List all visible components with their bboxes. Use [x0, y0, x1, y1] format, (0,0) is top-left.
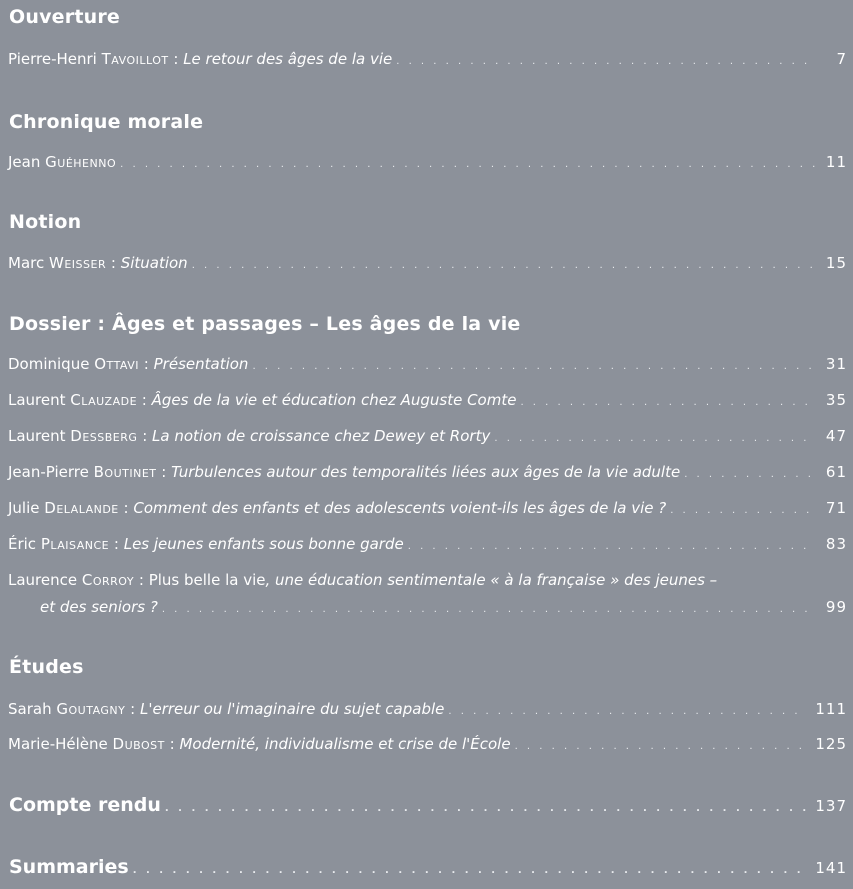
dot-leader — [494, 433, 815, 444]
dot-leader — [192, 260, 815, 271]
author-first-name: Julie — [8, 499, 40, 517]
dot-leader — [396, 56, 815, 67]
toc-entry[interactable]: Laurent Dessberg : La notion de croissance chez Dewey et Rorty . . . 47 — [8, 427, 847, 445]
toc-entry[interactable]: Jean-Pierre Boutinet : Turbulences autour des temporalités liées aux âges de la vie adulte . . . 61 — [8, 463, 847, 481]
toc-entry[interactable] — [40, 598, 847, 616]
author-last-name: Goutagny — [56, 700, 126, 718]
author-last-name: Ottavi — [94, 355, 140, 373]
toc-entry[interactable]: Sarah Goutagny : L'erreur ou l'imaginaire du sujet capable . . . 111 — [8, 700, 847, 718]
page-number: 61 — [825, 463, 847, 481]
dot-leader — [165, 803, 807, 814]
dot-leader — [670, 505, 815, 516]
article-title: Modernité, individualisme et crise de l'École — [179, 735, 511, 753]
author-first-name: Marc — [8, 254, 45, 272]
dot-leader — [120, 159, 815, 170]
author-last-name: Plaisance — [40, 535, 110, 553]
author-last-name: Corroy — [81, 571, 135, 589]
author-first-name: Jean — [8, 153, 41, 171]
page-number: 99 — [825, 598, 847, 616]
section-title-chronique-morale: Chronique morale — [9, 111, 204, 133]
toc-entry-compte-rendu[interactable] — [9, 794, 847, 816]
author-last-name: Boutinet — [93, 463, 157, 481]
toc-entry-summaries[interactable] — [9, 856, 847, 878]
article-title: Comment des enfants et des adolescents voient-ils les âges de la vie ? — [133, 499, 667, 517]
page-number: 83 — [825, 535, 847, 553]
page-number: 111 — [815, 700, 847, 718]
article-title: Situation — [120, 254, 188, 272]
toc-entry[interactable] — [8, 153, 847, 171]
author-first-name: Pierre-Henri — [8, 50, 97, 68]
toc-entry[interactable]: Laurent Clauzade : Âges de la vie et éducation chez Auguste Comte . . . 35 — [8, 391, 847, 409]
toc-entry[interactable]: Dominique Ottavi : Présentation . . . 31 — [8, 355, 847, 373]
toc-entry-first-line[interactable]: Laurence Corroy : Plus belle la vie, une éducation sentimentale « à la française » des jeunes – — [8, 571, 718, 589]
article-title: L'erreur ou l'imaginaire du sujet capable — [139, 700, 445, 718]
toc-entry[interactable]: Marie-Hélène Dubost : Modernité, individualisme et crise de l'École . . . 125 — [8, 735, 847, 753]
page-number: 125 — [815, 735, 847, 753]
page-number: 47 — [825, 427, 847, 445]
article-title-continued: , une éducation sentimentale « à la française » des jeunes – — [265, 571, 718, 589]
author-last-name: Dessberg — [70, 427, 138, 445]
page-number: 7 — [836, 50, 847, 68]
section-title-dossier: Dossier : Âges et passages – Les âges de la vie — [9, 313, 521, 335]
author-first-name: Laurent — [8, 427, 66, 445]
page-number: 71 — [825, 499, 847, 517]
author-first-name: Dominique — [8, 355, 90, 373]
page-number: 141 — [815, 859, 847, 877]
page-number: 31 — [825, 355, 847, 373]
author-first-name: Marie-Hélène — [8, 735, 108, 753]
author-first-name: Sarah — [8, 700, 52, 718]
article-title: Turbulences autour des temporalités liées aux âges de la vie adulte — [171, 463, 681, 481]
section-title-summaries: Summaries — [9, 856, 129, 878]
page-number: 15 — [825, 254, 847, 272]
article-title: La notion de croissance chez Dewey et Rorty — [152, 427, 491, 445]
dot-leader — [520, 397, 815, 408]
toc-entry[interactable]: Marc Weisser : Situation . . . 15 — [8, 254, 847, 272]
article-title-line2: et des seniors ? — [40, 598, 158, 616]
toc-entry[interactable]: Pierre-Henri Tavoillot : Le retour des âges de la vie . . . 7 — [8, 50, 847, 68]
author-last-name: Clauzade — [70, 391, 138, 409]
author-last-name: Weisser — [49, 254, 107, 272]
dot-leader — [515, 741, 808, 752]
dot-leader — [684, 469, 815, 480]
author-last-name: Tavoillot — [101, 50, 169, 68]
article-title: Plus belle la vie — [148, 571, 266, 589]
section-title-notion: Notion — [9, 211, 82, 233]
page-number: 35 — [825, 391, 847, 409]
dot-leader — [408, 541, 815, 552]
author-first-name: Éric — [8, 535, 37, 553]
toc-entry[interactable]: Julie Delalande : Comment des enfants et des adolescents voient-ils les âges de la vie ? . . . 71 — [8, 499, 847, 517]
article-title: Le retour des âges de la vie — [183, 50, 393, 68]
page-number: 137 — [815, 797, 847, 815]
author-last-name: Dubost — [112, 735, 165, 753]
dot-leader — [162, 604, 815, 615]
section-title-ouverture: Ouverture — [9, 6, 120, 28]
author-last-name: Delalande — [44, 499, 119, 517]
dot-leader — [133, 865, 808, 876]
page-number: 11 — [825, 153, 847, 171]
author-first-name: Laurence — [8, 571, 78, 589]
author-last-name: Guéhenno — [45, 153, 117, 171]
article-title: Âges de la vie et éducation chez Auguste Comte — [151, 391, 517, 409]
author-first-name: Laurent — [8, 391, 66, 409]
dot-leader — [448, 706, 807, 717]
section-title-compte-rendu: Compte rendu — [9, 794, 161, 816]
section-title-etudes: Études — [9, 656, 84, 678]
article-title: Les jeunes enfants sous bonne garde — [123, 535, 404, 553]
article-title: Présentation — [153, 355, 249, 373]
dot-leader — [252, 361, 815, 372]
toc-entry[interactable]: Éric Plaisance : Les jeunes enfants sous bonne garde . . . 83 — [8, 535, 847, 553]
author-first-name: Jean-Pierre — [8, 463, 89, 481]
